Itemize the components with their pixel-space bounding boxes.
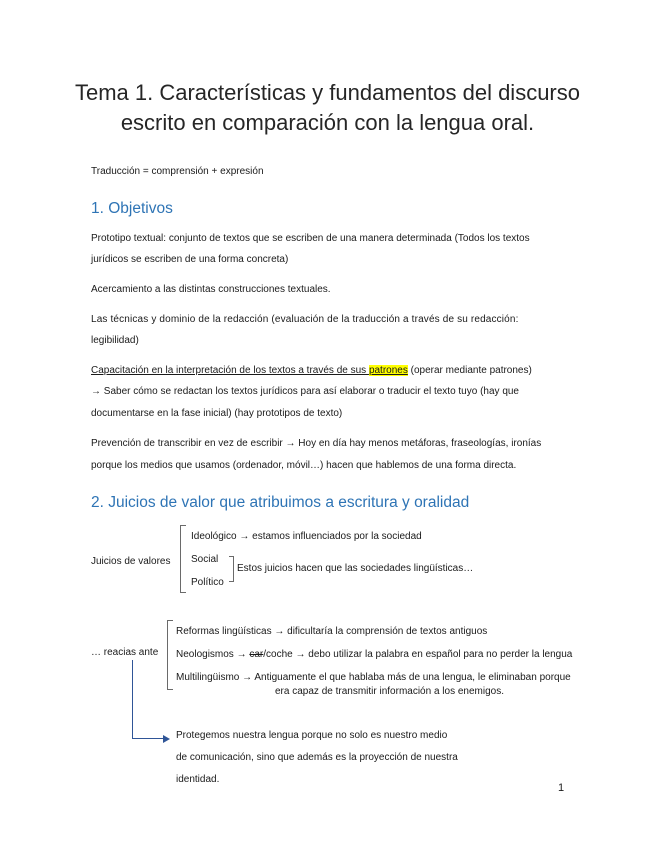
objetivo-4-line-3: documentarse en la fase inicial) (hay prototipos de texto) <box>91 408 343 419</box>
reformas-item: Reformas lingüísticas → dificultaría la comprensión de textos antiguos <box>176 626 488 637</box>
objetivo-2: Acercamiento a las distintas construcciones textuales. <box>91 284 331 295</box>
multilinguismo-item-line-1: Multilingüismo → Antiguamente el que hablaba más de una lengua, le eliminaban porque <box>176 672 571 683</box>
objetivo-4-line-1 <box>91 364 532 377</box>
juicio-politico: Político <box>191 577 224 588</box>
page-number: 1 <box>558 782 565 794</box>
proteccion-line-3: identidad. <box>176 774 220 785</box>
reacias-brace <box>167 620 173 690</box>
connector-vertical-line <box>132 660 133 739</box>
objetivo-5-line-1: Prevención de transcribir en vez de escribir → Hoy en día hay menos metáforas, fraseologías, ironías <box>91 438 542 449</box>
neologismos-prefix: Neologismos → <box>176 649 250 660</box>
juicios-brace <box>180 525 186 593</box>
objetivo-3-line-2: legibilidad) <box>91 335 139 346</box>
social-politico-note: Estos juicios hacen que las sociedades lingüísticas… <box>237 563 474 574</box>
intro-text: Traducción = comprensión + expresión <box>91 166 264 177</box>
section-2-heading: 2. Juicios de valor que atribuimos a escritura y oralidad <box>91 494 470 511</box>
neologismos-suffix: /coche → debo utilizar la palabra en español para no perder la lengua <box>263 649 573 660</box>
proteccion-line-1: Protegemos nuestra lengua porque no solo es nuestro medio <box>176 730 448 741</box>
objetivo-4-rest: (operar mediante patrones) <box>407 365 532 376</box>
objetivo-3-line-1: Las técnicas y dominio de la redacción (evaluación de la traducción a través de su redacción: <box>91 314 519 325</box>
juicio-social: Social <box>191 554 219 565</box>
connector-horizontal-line <box>132 738 163 739</box>
objetivo-1-line-1: Prototipo textual: conjunto de textos que se escriben de una manera determinada (Todos los textos <box>91 233 530 244</box>
underlined-text: Capacitación en la interpretación de los textos a través de sus <box>91 365 369 376</box>
page-title-line-2: escrito en comparación con la lengua oral. <box>120 110 535 135</box>
juicio-ideologico: Ideológico → estamos influenciados por la sociedad <box>191 531 422 542</box>
highlighted-word: patrones <box>368 365 408 376</box>
social-politico-brace <box>229 556 234 582</box>
arrow-right-icon <box>163 735 170 743</box>
struck-word: car <box>249 649 264 660</box>
proteccion-line-2: de comunicación, sino que además es la proyección de nuestra <box>176 752 458 763</box>
reacias-label: … reacias ante <box>91 647 159 658</box>
objetivo-4-line-2: → Saber cómo se redactan los textos jurídicos para así elaborar o traducir el texto tuyo (hay que <box>91 386 519 397</box>
objetivo-1-line-2: jurídicos se escriben de una forma concreta) <box>91 254 289 265</box>
neologismos-item <box>176 648 572 661</box>
objetivo-5-line-2: porque los medios que usamos (ordenador, móvil…) hacen que hablemos de una forma directa. <box>91 460 517 471</box>
page-title-line-1: Tema 1. Características y fundamentos del discurso <box>74 80 580 105</box>
juicios-label: Juicios de valores <box>91 556 171 567</box>
multilinguismo-item-line-2: era capaz de transmitir información a los enemigos. <box>275 686 504 697</box>
section-1-heading: 1. Objetivos <box>91 200 173 217</box>
